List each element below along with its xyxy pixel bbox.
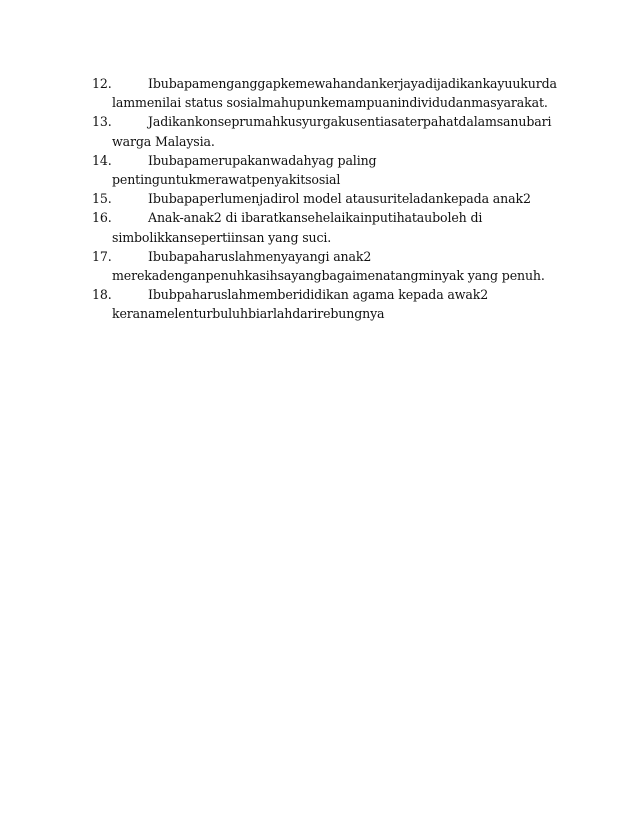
list-item-continuation: pentinguntukmerawatpenyakitsosial <box>112 171 341 187</box>
list-item-number: 13. <box>92 114 112 130</box>
list-item-12 <box>92 74 572 112</box>
list-item-13 <box>92 112 572 150</box>
list-item-first-line <box>92 112 572 131</box>
list-item-number: 16. <box>92 210 112 226</box>
list-item-first-line <box>92 189 572 208</box>
list-item-18 <box>92 285 572 323</box>
list-item-number: 12. <box>92 76 112 91</box>
list-item-14 <box>92 151 572 189</box>
list-item-continuation: lammenilai status sosialmahupunkemampuanindividudanmasyarakat. <box>112 95 548 111</box>
list-item-text: Anak-anak2 di ibaratkansehelaikainputihatauboleh di <box>148 210 483 226</box>
list-item-continuation: simbolikkansepertiinsan yang suci. <box>112 229 332 245</box>
list-item-continuation: keranamelenturbuluhbiarlahdarirebungnya <box>112 306 385 322</box>
list-item-16 <box>92 208 572 246</box>
list-item-first-line <box>92 208 572 227</box>
list-item-15 <box>92 189 572 208</box>
list-item-text: Ibubapamenganggapkemewahandankerjayadijadikankayuukurda <box>148 76 557 91</box>
list-item-first-line <box>92 285 572 304</box>
numbered-list <box>92 74 572 323</box>
list-item-first-line <box>92 247 572 266</box>
list-item-text: Ibubapamerupakanwadahyag paling <box>148 152 377 168</box>
list-item-continuation: warga Malaysia. <box>112 133 215 149</box>
list-item-text: Ibubpaharuslahmemberididikan agama kepada awak2 <box>148 287 489 303</box>
list-item-number: 15. <box>92 191 112 207</box>
list-item-number: 14. <box>92 152 112 168</box>
list-item-first-line <box>92 151 572 170</box>
list-item-17 <box>92 247 572 285</box>
list-item-number: 18. <box>92 287 112 303</box>
list-item-first-line <box>92 74 572 93</box>
list-item-text: Ibubapaperlumenjadirol model atausuriteladankepada anak2 <box>148 191 531 207</box>
list-item-text: Ibubapaharuslahmenyayangi anak2 <box>148 248 372 264</box>
list-item-continuation: merekadenganpenuhkasihsayangbagaimenatangminyak yang penuh. <box>112 267 545 283</box>
list-item-text: Jadikankonseprumahkusyurgakusentiasaterpahatdalamsanubari <box>148 114 552 130</box>
list-item-number: 17. <box>92 248 112 264</box>
